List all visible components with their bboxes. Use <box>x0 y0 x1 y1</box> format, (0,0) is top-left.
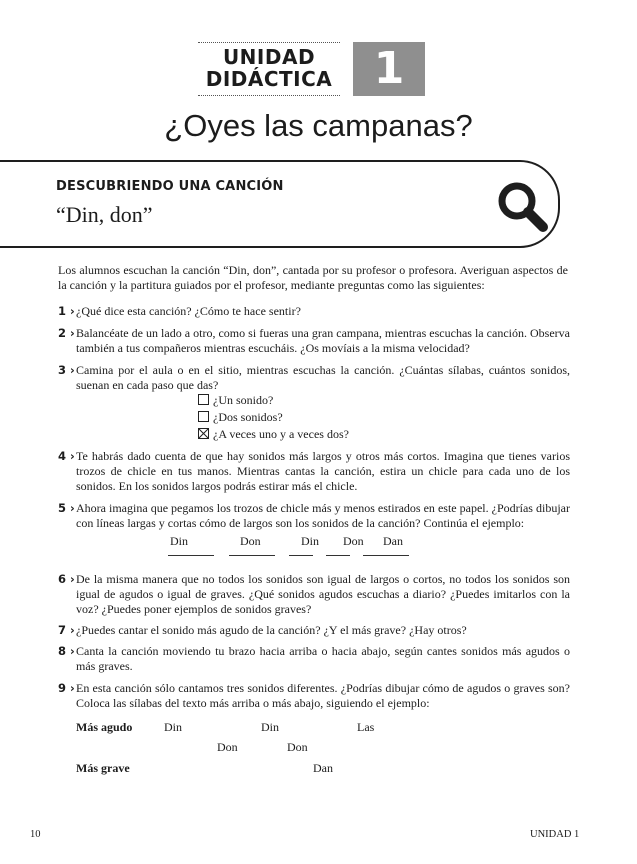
rhythm-line-long <box>229 555 275 556</box>
page-title: ¿Oyes las campanas? <box>164 108 473 143</box>
question-1 <box>58 304 570 319</box>
option-label: ¿Un sonido? <box>213 393 274 407</box>
question-number: 8 › <box>58 644 75 658</box>
rhythm-syllable: Din <box>170 534 188 548</box>
option-2[interactable] <box>198 410 283 425</box>
question-number: 3 › <box>58 363 75 377</box>
pitch-syllable-mid: Don <box>217 740 238 754</box>
question-8 <box>58 644 570 674</box>
unit-line-1: UNIDAD <box>222 45 316 69</box>
question-5 <box>58 501 570 531</box>
pitch-syllable-low: Dan <box>313 761 333 775</box>
rhythm-syllable: Din <box>301 534 319 548</box>
rhythm-line-long <box>168 555 214 556</box>
question-text: ¿Puedes cantar el sonido más agudo de la canción? ¿Y el más grave? ¿Hay otros? <box>76 623 467 637</box>
pitch-syllable-high: Din <box>164 720 182 734</box>
question-text: Te habrás dado cuenta de que hay sonidos más largos y otros más cortos. Imagina que tienes varios trozos de chicle en tus manos. Mientras cantas la canción, estira un chicle para cada uno de los sonidos. En los sonidos largos podrás estirar más el chicle. <box>76 449 570 493</box>
section-heading: DESCUBRIENDO UNA CANCIÓN <box>56 179 284 194</box>
question-text: ¿Qué dice esta canción? ¿Cómo te hace sentir? <box>76 304 301 318</box>
option-1[interactable] <box>198 393 273 408</box>
high-label: Más agudo <box>76 720 133 734</box>
option-label: ¿A veces uno y a veces dos? <box>213 427 349 441</box>
unit-number: 1 <box>353 42 425 96</box>
question-4 <box>58 449 570 494</box>
question-number: 4 › <box>58 449 75 463</box>
checkbox[interactable] <box>198 411 209 422</box>
question-number: 1 › <box>58 304 75 318</box>
low-label: Más grave <box>76 761 130 775</box>
magnifier-icon <box>495 180 553 238</box>
question-number: 2 › <box>58 326 75 340</box>
question-3 <box>58 363 570 393</box>
song-title: “Din, don” <box>56 202 153 227</box>
rhythm-syllable: Don <box>343 534 364 548</box>
question-text: Balancéate de un lado a otro, como si fueras una gran campana, mientras escuchas la canción. Observa también a tus compañeros mientras escucháis. ¿Os movíais a la misma velocidad? <box>76 326 570 355</box>
rhythm-line-short <box>326 555 350 556</box>
option-3[interactable] <box>198 427 349 442</box>
checkbox-checked[interactable] <box>198 428 209 439</box>
question-number: 7 › <box>58 623 75 637</box>
question-text: En esta canción sólo cantamos tres sonidos diferentes. ¿Podrías dibujar cómo de agudos o graves son? Coloca las sílabas del texto más arriba o más abajo, siguiendo el ejemplo: <box>76 681 570 710</box>
question-number: 5 › <box>58 501 75 515</box>
question-6 <box>58 572 570 617</box>
page-number: 10 <box>30 829 41 840</box>
question-text: De la misma manera que no todos los sonidos son igual de largos o cortos, no todos los sonidos son igual de agudos o igual de graves. ¿Qué sonidos agudos escuchas a diario? ¿Puedes imitarlos con la voz? ¿Puedes poner ejemplos de sonidos graves? <box>76 572 570 616</box>
question-text: Ahora imagina que pegamos los trozos de chicle más y menos estirados en este papel. ¿Podrías dibujar con líneas largas y cortas cómo de largos son los sonidos de la canción? Continúa el ejemplo: <box>76 501 570 530</box>
pitch-syllable-high: Din <box>261 720 279 734</box>
pitch-syllable-high: Las <box>357 720 375 734</box>
question-2 <box>58 326 570 356</box>
intro-paragraph: Los alumnos escuchan la canción “Din, don”, cantada por su profesor o profesora. Averiguan aspectos de la canción y la partitura guiados por el profesor, mediante preguntas como las siguientes: <box>58 263 568 292</box>
unit-label <box>198 46 340 90</box>
rhythm-syllable: Dan <box>383 534 403 548</box>
question-9 <box>58 681 570 711</box>
rhythm-line-short <box>289 555 313 556</box>
unit-line-2: DIDÁCTICA <box>205 67 333 91</box>
pitch-syllable-mid: Don <box>287 740 308 754</box>
question-text: Canta la canción moviendo tu brazo hacia arriba o hacia abajo, según cantes sonidos más agudos o más graves. <box>76 644 570 673</box>
question-text: Camina por el aula o en el sitio, mientras escuchas la canción. ¿Cuántas sílabas, cuántos sonidos, suenan en cada paso que das? <box>76 363 570 392</box>
option-label: ¿Dos sonidos? <box>213 410 283 424</box>
rhythm-syllable: Don <box>240 534 261 548</box>
footer-unit: UNIDAD 1 <box>530 829 580 840</box>
question-7 <box>58 623 570 638</box>
question-number: 9 › <box>58 681 75 695</box>
rhythm-line-long <box>363 555 409 556</box>
question-number: 6 › <box>58 572 75 586</box>
checkbox[interactable] <box>198 394 209 405</box>
